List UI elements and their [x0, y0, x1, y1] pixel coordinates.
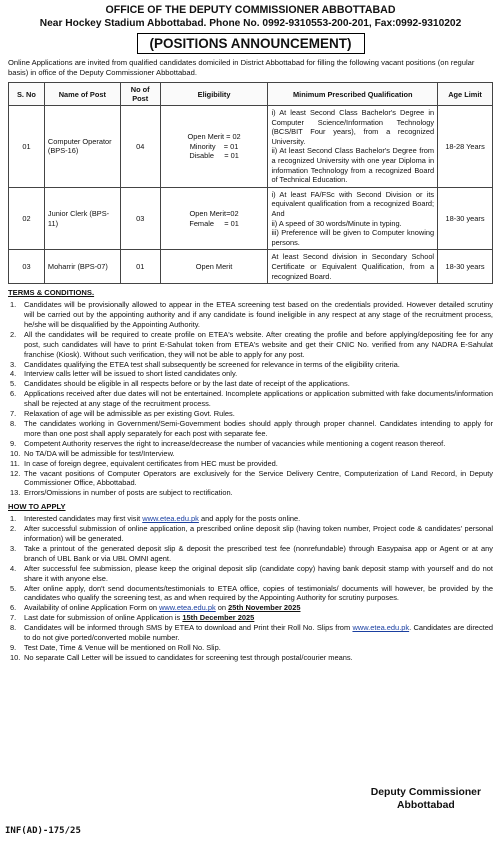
term-item	[8, 488, 493, 498]
howto-text: on	[215, 603, 229, 613]
howto-item	[8, 613, 493, 623]
deadline-date: 25th November 2025	[228, 603, 301, 613]
cell-post: Computer Operator (BPS-16)	[44, 106, 120, 188]
term-item	[8, 330, 493, 360]
howto-item	[8, 584, 493, 604]
cell-eligibility: Open Merit	[160, 250, 268, 284]
term-text: Candidates should be eligible in all respects before or by the last date of receipt of the applications.	[24, 379, 350, 389]
cell-post: Moharrir (BPS-07)	[44, 250, 120, 284]
term-item	[8, 379, 493, 389]
cell-sno: 02	[9, 187, 45, 250]
cell-qualification: i) At least Second Class Bachelor's Degree in Computer Science/Information Technology (BCS/BIT Four years), from a recognized University. ii) At least Second Class Bachelor's Degree from a recognized University with one year Diploma in information Technology from a recognized Board of Technical Education.	[268, 106, 438, 188]
cell-qualification: At least Second division in Secondary School Certificate or Equivalent Qualification, from a recognized Board.	[268, 250, 438, 284]
cell-count: 04	[120, 106, 160, 188]
term-text: No TA/DA will be admissible for test/Interview.	[24, 448, 175, 458]
howto-item	[8, 524, 493, 544]
howto-title: HOW TO APPLY	[8, 502, 66, 512]
deadline-date: 15th December 2025	[182, 613, 255, 623]
howto-item	[8, 603, 493, 613]
howto-number: 3.	[10, 543, 17, 553]
howto-item	[8, 643, 493, 653]
term-text: In case of foreign degree, equivalent certificates from HEC must be provided.	[24, 458, 278, 468]
cell-age: 18-30 years	[438, 187, 493, 250]
col-header-eligibility: Eligibility	[160, 83, 268, 106]
cell-count: 01	[120, 250, 160, 284]
term-text: Candidates will be provisionally allowed to appear in the ETEA screening test based on the credentials provided. However detailed scrutiny will be carried out by the appointing authority and if any candidate is found ineligible in any respect at any stage of the recruitment process, he/she will be disqualified by the Appointing Authority.	[24, 300, 493, 329]
col-header-qualification: Minimum Prescribed Qualification	[268, 83, 438, 106]
howto-text: After online apply, don't send documents/testimonials to ETEA office, copies of testimonials/ documents will however, be provided by the candidates who qualify the screening test, as and when required by the Appointing Authority for scrutiny purposes.	[24, 583, 493, 603]
term-text: Applications received after due dates will not be entertained. Incomplete applications or application submitted with fake documents/information shall be rejected at any stage of the recruitment process.	[24, 389, 493, 409]
howto-text: Last date for submission of online Application is	[24, 613, 183, 623]
howto-text: Take a printout of the generated deposit slip & deposit the prescribed test fee (nonrefundable) through Easypaisa app or Agent or at any branch of UBL Bank or via UBL OMNI agent.	[24, 543, 493, 563]
table-header-row	[9, 83, 493, 106]
term-number: 10.	[10, 448, 21, 458]
howto-number: 2.	[10, 524, 17, 534]
reference-number: INF(AD)-175/25	[5, 826, 81, 836]
howto-item	[8, 653, 493, 663]
howto-item	[8, 623, 493, 643]
term-text: Relaxation of age will be admissible as per existing Govt. Rules.	[24, 409, 235, 419]
cell-post: Junior Clerk (BPS-11)	[44, 187, 120, 250]
terms-title: TERMS & CONDITIONS.	[8, 288, 95, 298]
term-item	[8, 439, 493, 449]
etea-link[interactable]: www.etea.edu.pk	[142, 514, 199, 524]
col-header-count: No of Post	[120, 83, 160, 106]
table-row	[9, 106, 493, 188]
office-address: Near Hockey Stadium Abbottabad. Phone No. 0992-9310553-200-201, Fax:0992-9310202	[39, 18, 462, 29]
howto-number: 8.	[10, 623, 17, 633]
howto-list	[8, 514, 493, 663]
term-number: 3.	[10, 359, 17, 369]
cell-age: 18-30 years	[438, 250, 493, 284]
howto-text: . Candidates are directed to do not give ported/converted mobile number.	[24, 623, 493, 643]
col-header-post: Name of Post	[44, 83, 120, 106]
howto-item	[8, 514, 493, 524]
howto-text: After successful fee submission, please keep the original deposit slip (candidate copy) having bank deposit stamp with yourself and do not share it with anyone else.	[24, 563, 493, 583]
term-text: Competent Authority reserves the right to increase/decrease the number of vacancies while mentioning a cogent reason thereof.	[24, 438, 446, 448]
cell-age: 18-28 Years	[438, 106, 493, 188]
howto-text: and apply for the posts online.	[198, 514, 301, 524]
term-number: 9.	[10, 438, 17, 448]
term-item	[8, 469, 493, 489]
howto-number: 5.	[10, 583, 17, 593]
signature-block	[371, 786, 481, 812]
term-number: 12.	[10, 468, 21, 478]
cell-qualification: i) At least FA/FSc with Second Division or its equivalent qualification from a recognized Board; And ii) A speed of 30 words/Minute in typing. iii) Preference will be given to Computer knowing persons.	[268, 187, 438, 250]
term-text: Errors/Omissions in number of posts are subject to rectification.	[24, 488, 233, 498]
col-header-sno: S. No	[9, 83, 45, 106]
term-number: 4.	[10, 369, 17, 379]
howto-number: 10.	[10, 652, 21, 662]
howto-text: Candidates will be informed through SMS by ETEA to download and Print their Roll No. Slips from	[24, 623, 353, 633]
howto-number: 6.	[10, 603, 17, 613]
term-number: 5.	[10, 379, 17, 389]
intro-paragraph: Online Applications are invited from qualified candidates domiciled in District Abbottabad for filling the following vacant positions (on regular basis) in office of the Deputy Commissioner Abbottabad.	[8, 58, 475, 77]
term-text: The vacant positions of Computer Operators are exclusively for the Service Delivery Centre, Computerization of Land Record, in Deputy Commissioner Office, Abbottabad.	[24, 468, 493, 488]
etea-link[interactable]: www.etea.edu.pk	[159, 603, 216, 613]
term-text: The candidates working in Government/Semi-Government bodies should apply through proper channel. Candidates intending to apply for more than one post shall apply separately for each post with separate fee.	[24, 418, 493, 438]
office-title: OFFICE OF THE DEPUTY COMMISSIONER ABBOTTABAD	[105, 4, 396, 16]
positions-table	[8, 82, 493, 284]
term-item	[8, 360, 493, 370]
cell-count: 03	[120, 187, 160, 250]
term-item	[8, 389, 493, 409]
howto-item	[8, 544, 493, 564]
cell-eligibility: Open Merit=02 Female = 01	[160, 187, 268, 250]
signature-title: Deputy Commissioner	[370, 787, 481, 798]
announcement-banner: (POSITIONS ANNOUNCEMENT)	[137, 33, 365, 54]
table-row	[9, 187, 493, 250]
table-row	[9, 250, 493, 284]
term-number: 11.	[10, 458, 20, 468]
banner-wrap	[8, 33, 493, 54]
signature-place: Abbottabad	[397, 800, 455, 811]
howto-number: 1.	[10, 514, 17, 524]
howto-text: Availability of online Application Form on	[24, 603, 160, 613]
term-item	[8, 300, 493, 330]
howto-text: Interested candidates may first visit	[24, 514, 143, 524]
term-item	[8, 369, 493, 379]
howto-text: After successful submission of online application, a prescribed online deposit slip (having token number, Project code & candidates' personal information) will be generated.	[24, 524, 493, 544]
term-number: 8.	[10, 418, 17, 428]
howto-number: 7.	[10, 613, 17, 623]
term-text: All the candidates will be required to create profile on ETEA's website. After creating the profile and before applying/depositing fee for any post, such candidates will have to print E-Sahulat token from ETEA's website and get their CNIC No. verified from any NADRA E-Sahulat franchise (Kiosk). Without such verification, they will not be able to apply for any post.	[24, 329, 493, 359]
howto-number: 4.	[10, 563, 17, 573]
term-item	[8, 459, 493, 469]
howto-number: 9.	[10, 643, 17, 652]
cell-sno: 01	[9, 106, 45, 188]
cell-sno: 03	[9, 250, 45, 284]
cell-eligibility: Open Merit = 02 Minority = 01 Disable = 01	[160, 106, 268, 188]
howto-text: No separate Call Letter will be issued to candidates for screening test through postal/courier means.	[24, 652, 353, 662]
howto-item	[8, 564, 493, 584]
terms-list	[8, 300, 493, 498]
term-number: 7.	[10, 409, 17, 419]
term-text: Candidates qualifying the ETEA test shall subsequently be screened for relevance in terms of the eligibility criteria.	[24, 359, 400, 369]
term-text: Interview calls letter will be issued to short listed candidates only.	[24, 369, 238, 379]
etea-link[interactable]: www.etea.edu.pk	[352, 623, 410, 633]
col-header-age: Age Limit	[438, 83, 493, 106]
term-item	[8, 409, 493, 419]
term-number: 6.	[10, 389, 17, 399]
term-number: 2.	[10, 329, 17, 339]
term-number: 13.	[10, 488, 21, 498]
term-item	[8, 419, 493, 439]
howto-text: Test Date, Time & Venue will be mentioned on Roll No. Slip.	[24, 643, 221, 652]
term-number: 1.	[10, 300, 17, 310]
term-item	[8, 449, 493, 459]
